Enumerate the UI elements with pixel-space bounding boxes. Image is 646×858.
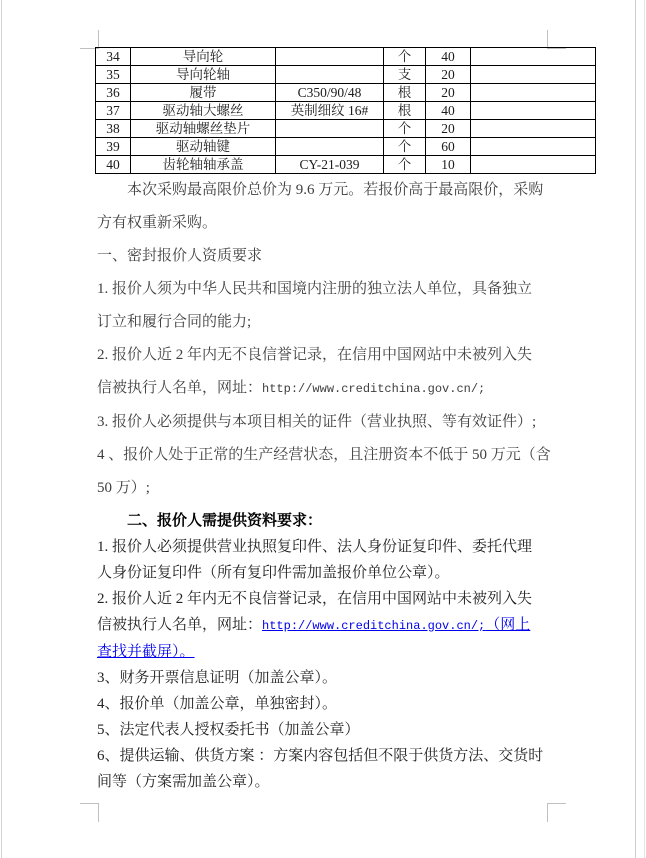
cell-name: 驱动轴大螺丝 (131, 102, 276, 120)
cell-name: 驱动轴键 (131, 138, 276, 156)
doc-item-line (97, 612, 557, 639)
page-edge-right (635, 0, 636, 858)
viewport-edge-right (644, 0, 645, 858)
req-item-line: 订立和履行合同的能力; (97, 314, 252, 330)
cell-note (471, 138, 596, 156)
doc-item-line: 6、提供运输、供货方案 ：方案内容包括但不限于供货方法、交货时 (97, 748, 544, 764)
creditchina-url-text: http://www.creditchina.gov.cn/; (262, 619, 486, 633)
intro-line: 本次采购最高限价总价为 9.6 万元。若报价高于最高限价，采购 (127, 182, 544, 198)
section2-heading: 二、报价人需提供资料要求： (127, 513, 323, 529)
doc-item-line (97, 639, 557, 665)
cell-qty: 20 (426, 120, 471, 138)
doc-item-line: 1. 报价人必须提供营业执照复印件、法人身份证复印件、委托代理 (97, 539, 533, 555)
cell-unit: 个 (384, 48, 426, 66)
cell-unit: 根 (384, 84, 426, 102)
intro-line: 方有权重新采购。 (97, 215, 218, 231)
doc-item-line: 5、法定代表人授权委托书（加盖公章） (97, 722, 360, 738)
table-row (96, 84, 596, 102)
table-row (96, 66, 596, 84)
cell-qty: 20 (426, 84, 471, 102)
url-prefix-text: 信被执行人名单，网址： (97, 380, 263, 396)
cell-note (471, 66, 596, 84)
margin-crop-mark-bottom-left (80, 803, 99, 822)
cell-qty: 60 (426, 138, 471, 156)
doc-item-line: 人身份证复印件（所有复印件需加盖报价单位公章）。 (97, 565, 450, 581)
cell-spec: C350/90/48 (276, 84, 384, 102)
table-row (96, 156, 596, 174)
cell-qty: 40 (426, 48, 471, 66)
margin-crop-mark-bottom-right (547, 803, 566, 822)
cell-name: 履带 (131, 84, 276, 102)
req-item-line: 1. 报价人须为中华人民共和国境内注册的独立法人单位，具备独立 (97, 281, 533, 297)
doc-item-line: 2. 报价人近 2 年内无不良信誉记录，在信用中国网站中未被列入失 (97, 591, 533, 607)
cell-no: 36 (96, 84, 131, 102)
cell-no: 35 (96, 66, 131, 84)
section2-body (97, 534, 557, 795)
table-row (96, 138, 596, 156)
procurement-items-table (95, 47, 596, 174)
cell-spec (276, 138, 384, 156)
cell-spec: 英制细纹 16# (276, 102, 384, 120)
creditchina-url-text: http://www.creditchina.gov.cn/; (262, 382, 486, 396)
req-item-line (97, 372, 557, 406)
cell-unit: 根 (384, 102, 426, 120)
cell-unit: 支 (384, 66, 426, 84)
doc-item-line: 间等（方案需加盖公章）。 (97, 774, 270, 790)
cell-spec (276, 66, 384, 84)
section1-body (97, 174, 557, 538)
cell-name: 齿轮轴轴承盖 (131, 156, 276, 174)
table-row (96, 102, 596, 120)
cell-qty: 10 (426, 156, 471, 174)
cell-no: 38 (96, 120, 131, 138)
cell-name: 导向轮轴 (131, 66, 276, 84)
cell-no: 40 (96, 156, 131, 174)
cell-note (471, 84, 596, 102)
table-row (96, 120, 596, 138)
cell-spec (276, 48, 384, 66)
req-item-line: 2. 报价人近 2 年内无不良信誉记录，在信用中国网站中未被列入失 (97, 347, 533, 363)
cell-qty: 40 (426, 102, 471, 120)
doc-item-line: 4、报价单（加盖公章，单独密封）。 (97, 696, 338, 712)
cell-no: 37 (96, 102, 131, 120)
cell-note (471, 120, 596, 138)
cell-spec (276, 120, 384, 138)
doc-item-line: 3、财务开票信息证明（加盖公章）。 (97, 670, 338, 686)
link-cjk-text: （网上 (485, 617, 531, 633)
cell-no: 39 (96, 138, 131, 156)
cell-note (471, 48, 596, 66)
creditchina-link-continued[interactable] (97, 644, 195, 660)
table-row (96, 48, 596, 66)
cell-unit: 个 (384, 120, 426, 138)
cell-unit: 个 (384, 138, 426, 156)
req-item-line: 3. 报价人必须提供与本项目相关的证件（营业执照、等有效证件）; (97, 414, 537, 430)
link-cjk-text: 查找并截屏）。 (97, 644, 195, 660)
cell-name: 驱动轴螺丝垫片 (131, 120, 276, 138)
req-item-line: 4 、报价人处于正常的生产经营状态，且注册资本不低于 50 万元（含 (97, 447, 551, 463)
cell-unit: 个 (384, 156, 426, 174)
creditchina-link[interactable] (262, 617, 530, 633)
cell-qty: 20 (426, 66, 471, 84)
cell-note (471, 156, 596, 174)
cell-name: 导向轮 (131, 48, 276, 66)
cell-note (471, 102, 596, 120)
cell-no: 34 (96, 48, 131, 66)
section1-heading: 一、密封报价人资质要求 (97, 248, 263, 264)
cell-spec: CY-21-039 (276, 156, 384, 174)
req-item-line: 50 万）; (97, 480, 150, 496)
page-edge-left (1, 0, 2, 858)
url-prefix-text: 信被执行人名单，网址： (97, 617, 263, 633)
